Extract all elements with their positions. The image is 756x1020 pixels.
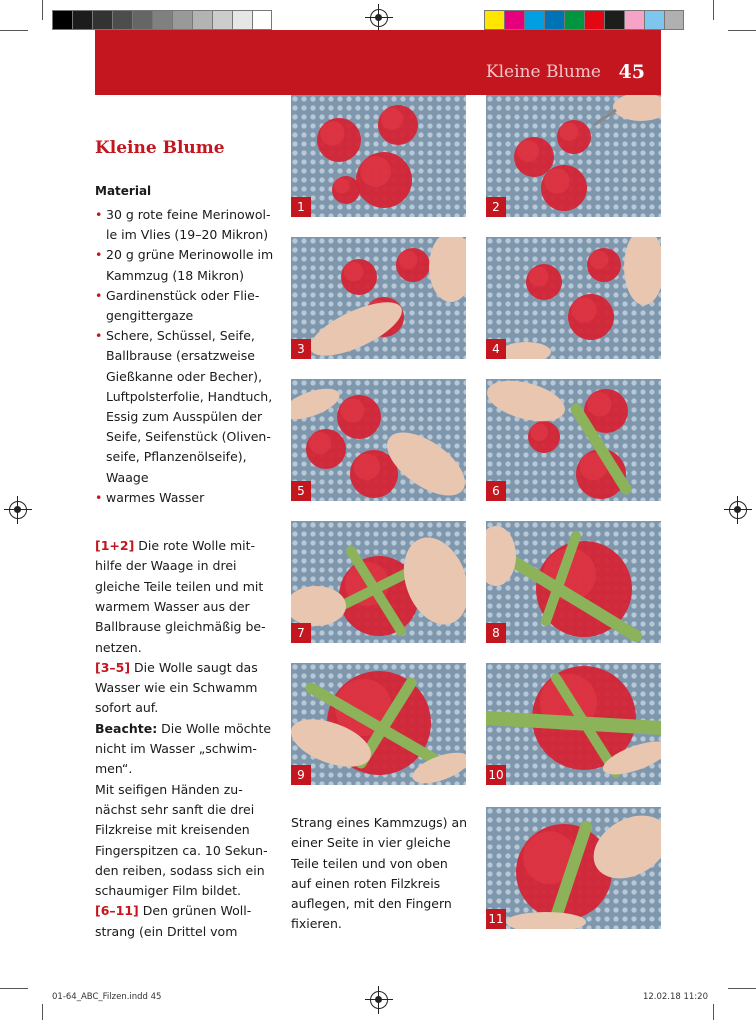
photo-number-badge: 2 [486, 197, 506, 217]
bullet-icon: • [95, 247, 103, 263]
color-swatch [644, 10, 664, 30]
step-reference: [1+2] [95, 538, 135, 554]
photo-number-badge: 3 [291, 339, 311, 359]
registration-mark-icon [370, 991, 388, 1009]
photo-illustration [291, 663, 466, 785]
color-swatch [52, 10, 72, 30]
step-photo [291, 521, 466, 643]
step-photo [291, 95, 466, 217]
photo-illustration [291, 95, 466, 217]
step-photo [291, 237, 466, 359]
running-header [95, 30, 661, 95]
color-swatch [152, 10, 172, 30]
registration-mark-icon [370, 9, 388, 27]
material-heading: Material [95, 184, 152, 198]
crop-mark [728, 988, 756, 989]
color-swatch [564, 10, 584, 30]
note-paragraph: Beachte: Die Wolle möchte nicht im Wasser „schwim-men“. [95, 720, 272, 777]
color-swatch [232, 10, 252, 30]
crop-mark [42, 0, 43, 20]
step-photo [486, 521, 661, 643]
text-column [95, 138, 280, 942]
bullet-icon: • [95, 207, 103, 222]
list-item: • Gardinenstück oder Flie-gengittergaze [95, 287, 260, 324]
photo-number-badge: 4 [486, 339, 506, 359]
photo-number-badge: 6 [486, 481, 506, 501]
crop-mark [713, 0, 714, 20]
step-reference: [6–11] [95, 903, 139, 919]
material-list [95, 205, 280, 508]
crop-mark [728, 30, 756, 31]
footer-timestamp: 12.02.18 11:20 [642, 992, 708, 1002]
color-swatch [192, 10, 212, 30]
list-item: • warmes Wasser [95, 488, 280, 508]
photo-illustration [291, 379, 466, 501]
photo-illustration [486, 807, 661, 929]
step-photo [291, 379, 466, 501]
color-swatch [484, 10, 504, 30]
step-photo [486, 663, 661, 785]
step-reference: [3–5] [95, 659, 131, 675]
color-swatch [584, 10, 604, 30]
step-paragraph: [1+2] Die rote Wolle mit-hilfe der Waage in drei gleiche Teile teilen und mit warmem Wasser aus der Ballbrause gleichmäßig be-netzen. [95, 538, 266, 655]
photo-illustration [486, 95, 661, 217]
bullet-icon: • [95, 287, 103, 303]
list-item: • Schere, Schüssel, Seife, Ballbrause (ersatzweise Gießkanne oder Becher), Luftpolsterfolie, Handtuch, Essig zum Ausspülen der Seife, Seifenstück (Oliven-seife, Pflanzenölseife), Waage [95, 328, 273, 485]
color-swatch [604, 10, 624, 30]
crop-mark [0, 30, 28, 31]
registration-mark-icon [9, 501, 27, 519]
photo-number-badge: 10 [486, 765, 506, 785]
photo-illustration [486, 521, 661, 643]
photo-number-badge: 1 [291, 197, 311, 217]
color-swatch [112, 10, 132, 30]
color-swatch [664, 10, 684, 30]
page-title: Kleine Blume [95, 138, 225, 158]
color-swatch [72, 10, 92, 30]
running-header-title: Kleine Blume [485, 62, 601, 82]
step-paragraph: Mit seifigen Händen zu-nächst sehr sanft die drei Filzkreise mit kreisenden Fingerspitzen ca. 10 Sekun-den reiben, sodass sich ein schaumiger Film bildet. [95, 781, 268, 899]
footer-file-name: 01-64_ABC_Filzen.indd 45 [52, 992, 162, 1002]
list-item: • 20 g grüne Merinowolle im Kammzug (18 Mikron) [95, 247, 274, 283]
photo-illustration [291, 237, 466, 359]
photo-number-badge: 9 [291, 765, 311, 785]
color-swatch [252, 10, 272, 30]
step-photo [486, 807, 661, 929]
step-photo [486, 237, 661, 359]
photo-number-badge: 7 [291, 623, 311, 643]
photo-illustration [291, 521, 466, 643]
photo-number-badge: 8 [486, 623, 506, 643]
color-swatch [524, 10, 544, 30]
photo-number-badge: 11 [486, 909, 506, 929]
color-swatch [544, 10, 564, 30]
crop-mark [0, 988, 28, 989]
photo-illustration [486, 663, 661, 785]
gray-color-bar [52, 10, 272, 30]
color-swatch [212, 10, 232, 30]
step-paragraph: [6–11] Den grünen Woll-strang (ein Drittel vom [95, 903, 252, 939]
step-paragraph: Strang eines Kammzugs) an einer Seite in vier gleiche Teile teilen und von oben auf einen roten Filzkreis auflegen, mit den Fingern fixieren. [291, 815, 468, 932]
crop-mark [713, 1004, 714, 1020]
registration-mark-icon [729, 501, 747, 519]
photo-illustration [486, 237, 661, 359]
crop-mark [42, 1004, 43, 1020]
note-label: Beachte: [95, 720, 158, 736]
list-item: • 30 g rote feine Merinowol-le im Vlies (19–20 Mikron) [95, 207, 271, 243]
instructions [95, 536, 280, 942]
photo-number-badge: 5 [291, 481, 311, 501]
page-number: 45 [618, 61, 645, 83]
color-swatch [92, 10, 112, 30]
color-swatch [624, 10, 644, 30]
color-swatch [172, 10, 192, 30]
step-paragraph: [3–5] Die Wolle saugt das Wasser wie ein Schwamm sofort auf. [95, 659, 258, 716]
cmyk-color-bar [484, 10, 684, 30]
step-photo [291, 663, 466, 785]
photo-illustration [486, 379, 661, 501]
bullet-icon: • [95, 328, 103, 344]
text-column-continued [291, 813, 471, 935]
step-photo [486, 379, 661, 501]
color-swatch [504, 10, 524, 30]
step-photo [486, 95, 661, 217]
bullet-icon: • [95, 489, 103, 505]
color-swatch [132, 10, 152, 30]
